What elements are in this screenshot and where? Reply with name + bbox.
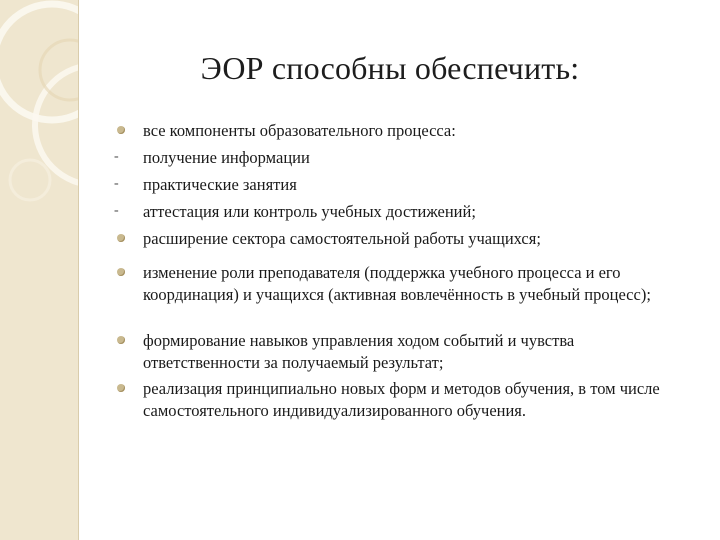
item-text: формирование навыков управления ходом событий и чувства ответственности за получаемый результат;	[143, 331, 575, 372]
item-text: аттестация или контроль учебных достижений;	[143, 202, 476, 221]
item-text: все компоненты образовательного процесса:	[143, 121, 456, 140]
item-text: реализация принципиально новых форм и методов обучения, в том числе самостоятельного индивидуализированного обучения.	[143, 379, 660, 420]
bullet-icon	[114, 120, 128, 140]
bullet-icon	[114, 228, 128, 248]
dash-marker: -	[114, 203, 119, 218]
item-text: получение информации	[143, 148, 310, 167]
bullet-icon	[114, 262, 128, 282]
decorative-circles-graphic	[0, 0, 78, 540]
bullet-icon	[114, 378, 128, 398]
dash-marker: -	[114, 176, 119, 191]
bullet-icon	[114, 330, 128, 350]
item-text: расширение сектора самостоятельной работы учащихся;	[143, 229, 541, 248]
item-text: практические занятия	[143, 175, 297, 194]
dash-marker: -	[114, 149, 119, 164]
decorative-sidebar	[0, 0, 79, 540]
item-text: изменение роли преподавателя (поддержка учебного процесса и его координация) и учащихся (активная вовлечённость в учебный процесс);	[143, 263, 651, 304]
slide-title: ЭОР способны обеспечить:	[200, 50, 580, 86]
